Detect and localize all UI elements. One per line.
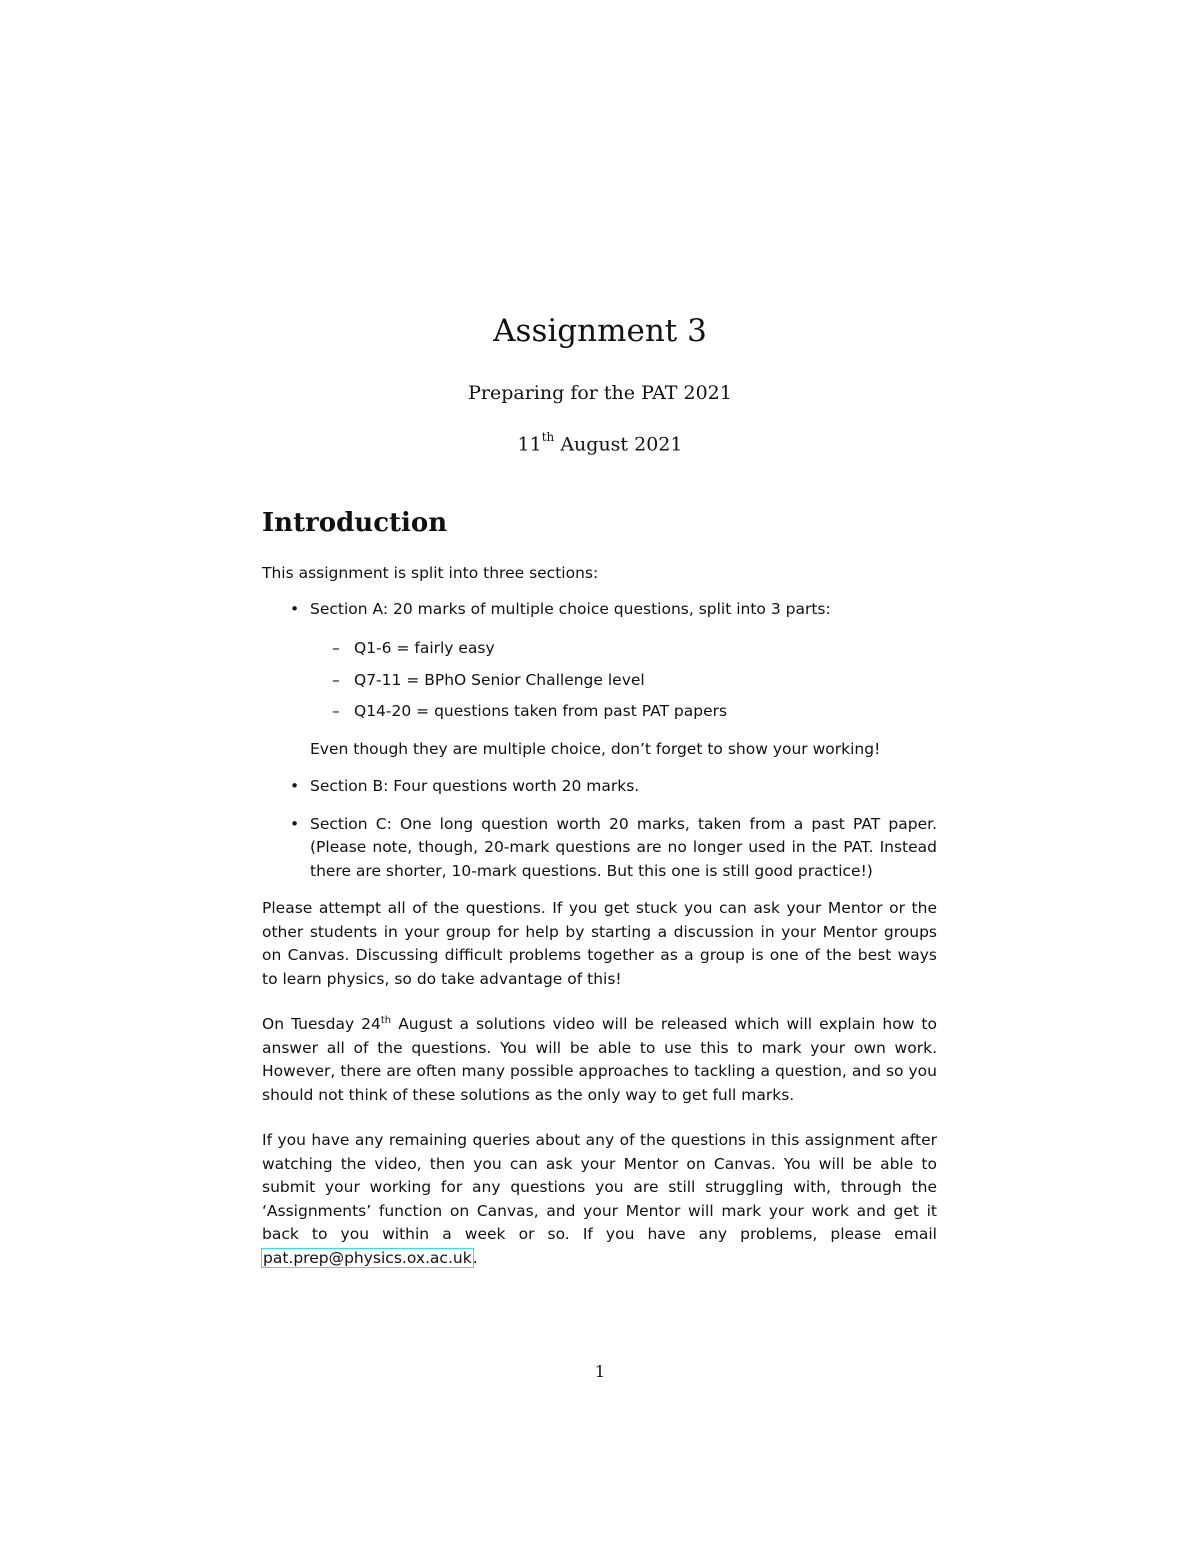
list-item-section-a <box>310 598 937 762</box>
date-day: 11 <box>517 433 542 456</box>
document-title: Assignment 3 <box>493 313 707 349</box>
intro-lead: This assignment is split into three sections: <box>262 564 599 582</box>
sections-list <box>262 598 937 884</box>
section-a-parts <box>310 637 937 724</box>
section-c-text: Section C: One long question worth 20 marks, taken from a past PAT paper. (Please note, though, 20-mark questions are no longer used in the PAT. Instead there are shorter, 10-mark questions. But this one is still good practice!) <box>310 814 937 880</box>
email-link[interactable]: pat.prep@physics.ox.ac.uk <box>263 1248 472 1267</box>
page-number: 1 <box>594 1362 606 1381</box>
section-a-note: Even though they are multiple choice, don’t forget to show your working! <box>310 739 881 758</box>
list-item-section-b <box>310 775 937 799</box>
paragraph-queries <box>262 1129 937 1270</box>
section-b-text: Section B: Four questions worth 20 marks. <box>310 777 640 795</box>
document-date <box>0 432 1200 455</box>
list-item-part: – Q1-6 = fairly easy <box>354 637 937 661</box>
introduction-body <box>262 562 937 1270</box>
document-subtitle: Preparing for the PAT 2021 <box>468 382 732 404</box>
paragraph-solutions-video <box>262 1013 937 1107</box>
section-a-text: Section A: 20 marks of multiple choice questions, split into 3 parts: <box>310 599 831 618</box>
para2-before: On Tuesday 24 <box>262 1015 381 1033</box>
date-rest: August 2021 <box>554 433 683 456</box>
para2-sup: th <box>380 1014 392 1026</box>
para3-text: If you have any remaining queries about any of the questions in this assignment after watching the video, then you can ask your Mentor on Canvas. You will be able to submit your working for any questions you are still struggling with, through the ‘Assignments’ function on Canvas, and your Mentor will mark your work and get it back to you within a week or so. If you have any problems, please email <box>262 1131 937 1243</box>
list-item-section-c <box>310 813 937 884</box>
list-item-part: – Q7-11 = BPhO Senior Challenge level <box>354 669 937 693</box>
section-heading-introduction: Introduction <box>262 508 448 538</box>
para2-after: August a solutions video will be released which will explain how to answer all of the questions. You will be able to use this to mark your own work. However, there are often many possible approaches to tackling a question, and so you should not think of these solutions as the only way to get full marks. <box>262 1015 937 1104</box>
paragraph-attempt-questions: Please attempt all of the questions. If you get stuck you can ask your Mentor or the other students in your group for help by starting a discussion in your Mentor groups on Canvas. Discussing difficult problems together as a group is one of the best ways to learn physics, so do take advantage of this! <box>262 899 937 988</box>
list-item-part: – Q14-20 = questions taken from past PAT papers <box>354 700 937 724</box>
date-suffix: th <box>541 430 555 444</box>
para3-end: . <box>472 1248 478 1267</box>
